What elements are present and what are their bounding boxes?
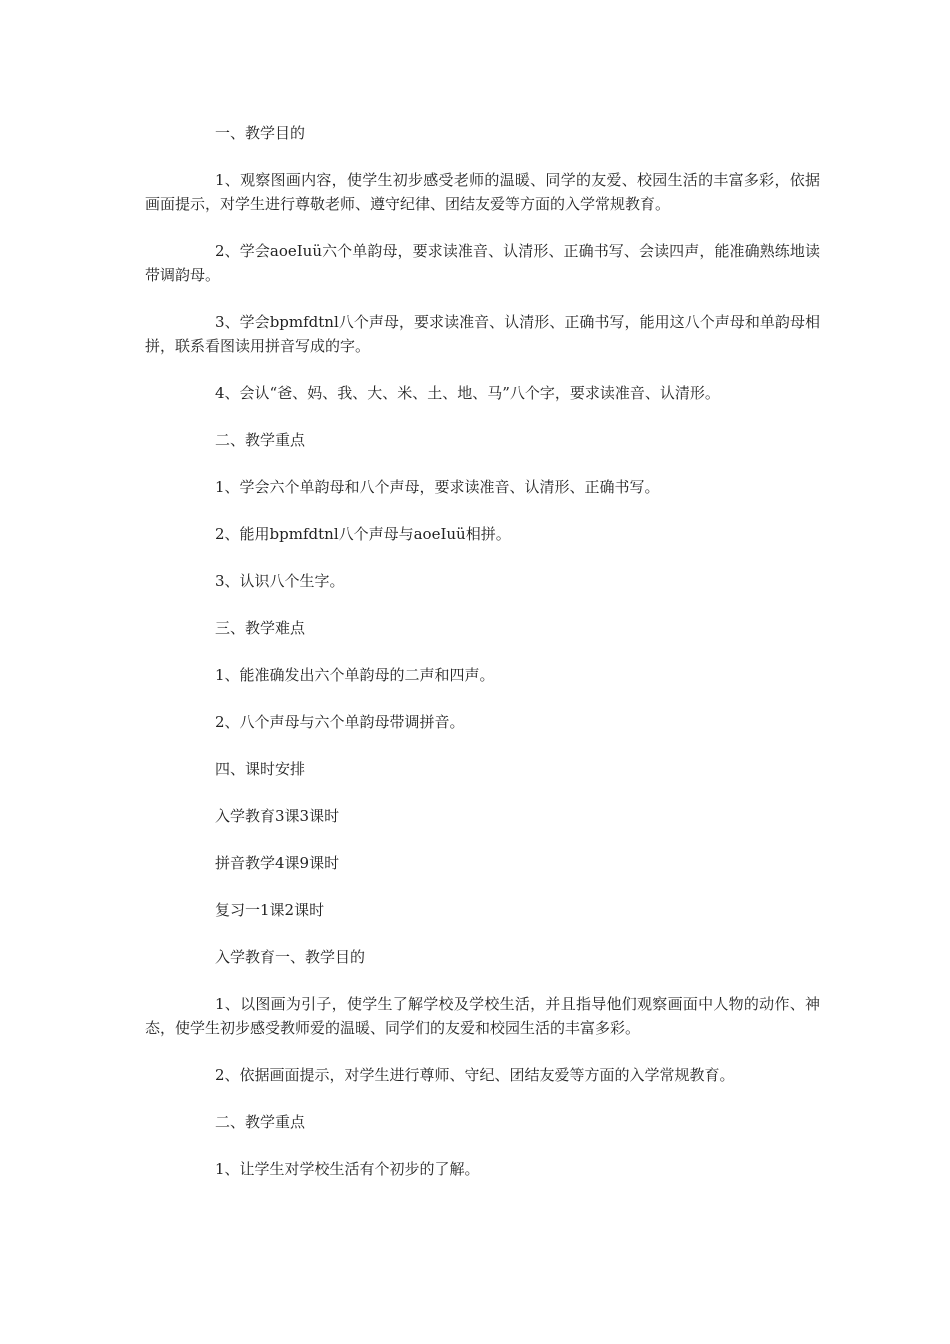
schedule-item-3: 复习一1课2课时 xyxy=(215,901,325,919)
section-heading-orientation-key-points: 二、教学重点 xyxy=(215,1113,306,1131)
key-point-item-1: 1、学会六个单韵母和八个声母，要求读准音、认清形、正确书写。 xyxy=(215,478,660,496)
section-heading-key-points: 二、教学重点 xyxy=(215,431,306,449)
document-body xyxy=(145,121,820,1204)
section-heading-teaching-goals: 一、教学目的 xyxy=(215,124,306,142)
schedule-item-2: 拼音教学4课9课时 xyxy=(215,854,340,872)
key-point-item-2: 2、能用bpmfdtnl八个声母与aoeIuü相拼。 xyxy=(215,525,511,543)
difficulty-item-1: 1、能准确发出六个单韵母的二声和四声。 xyxy=(215,666,495,684)
goal-item-4: 4、会认“爸、妈、我、大、米、土、地、马”八个字，要求读准音、认清形。 xyxy=(215,384,720,402)
orientation-goal-item-1: 1、以图画为引子，使学生了解学校及学校生活，并且指导他们观察画面中人物的动作、神态，使学生初步感受教师爱的温暖、同学们的友爱和校园生活的丰富多彩。 xyxy=(145,995,820,1037)
section-heading-orientation-goals: 入学教育一、教学目的 xyxy=(215,948,366,966)
section-heading-difficulties: 三、教学难点 xyxy=(215,619,306,637)
key-point-item-3: 3、认识八个生字。 xyxy=(215,572,345,590)
orientation-key-point-item-1: 1、让学生对学校生活有个初步的了解。 xyxy=(215,1160,480,1178)
goal-item-1: 1、观察图画内容，使学生初步感受老师的温暖、同学的友爱、校园生活的丰富多彩，依据画面提示，对学生进行尊敬老师、遵守纪律、团结友爱等方面的入学常规教育。 xyxy=(145,171,820,213)
orientation-goal-item-2: 2、依据画面提示，对学生进行尊师、守纪、团结友爱等方面的入学常规教育。 xyxy=(215,1066,735,1084)
section-heading-schedule: 四、课时安排 xyxy=(215,760,306,778)
goal-item-2: 2、学会aoeIuü六个单韵母，要求读准音、认清形、正确书写、会读四声，能准确熟练地读带调韵母。 xyxy=(145,242,820,284)
goal-item-3: 3、学会bpmfdtnl八个声母，要求读准音、认清形、正确书写，能用这八个声母和单韵母相拼，联系看图读用拼音写成的字。 xyxy=(145,313,820,355)
schedule-item-1: 入学教育3课3课时 xyxy=(215,807,340,825)
difficulty-item-2: 2、八个声母与六个单韵母带调拼音。 xyxy=(215,713,465,731)
